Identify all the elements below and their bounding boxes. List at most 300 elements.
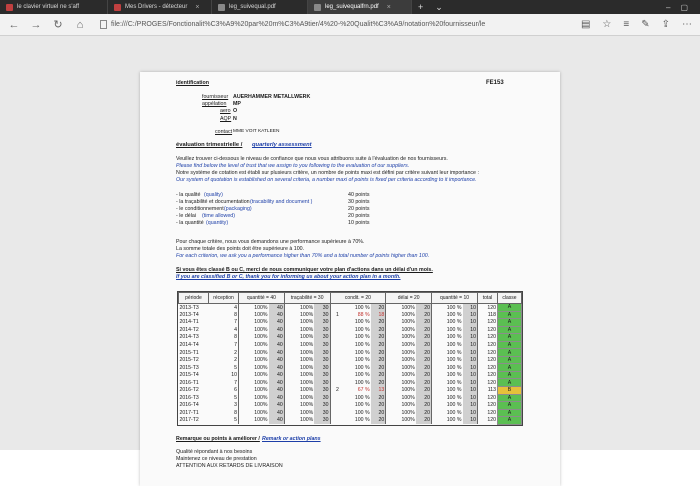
table-cell-q: 100% — [239, 334, 269, 342]
table-cell-qp: 40 — [269, 326, 285, 334]
table-cell-tot: 120 — [478, 417, 498, 425]
table-row — [179, 409, 522, 417]
table-cell-qq: 100 % — [432, 387, 463, 395]
field-label: aero — [220, 108, 231, 114]
eval-title-en: quarterly assessment — [252, 142, 312, 148]
table-cell-t: 100% — [284, 417, 314, 425]
browser-tab[interactable] — [108, 0, 212, 14]
table-cell-p: 2015-T1 — [179, 349, 199, 356]
table-cell-p: 2013-T3 — [179, 304, 199, 311]
forward-icon[interactable]: → — [30, 18, 42, 31]
table-cell-c: 100 % — [354, 319, 370, 326]
table-cell-c: 100 % — [354, 379, 370, 386]
table-cell-tp: 30 — [314, 364, 330, 372]
table-cell-qq: 100 % — [432, 417, 463, 425]
table-cell-cls: A — [498, 417, 522, 425]
table-cell-cp: 13 — [371, 387, 386, 395]
table-cell-cp: 20 — [371, 371, 386, 379]
eval-title-fr: évaluation trimestrielle / — [176, 142, 243, 148]
table-cell-qp: 40 — [269, 356, 285, 364]
table-cell-dp: 20 — [416, 326, 432, 334]
criterion-en: (packaging) — [224, 206, 252, 212]
table-cell-qq: 100 % — [432, 394, 463, 402]
browser-tab[interactable] — [0, 0, 108, 14]
web-note-icon[interactable]: ✎ — [641, 19, 650, 30]
favorite-star-icon[interactable]: ☆ — [602, 19, 612, 30]
field-value: MME VOIT KATLEEN — [233, 129, 280, 134]
table-cell-t: 100% — [284, 402, 314, 410]
table-cell-c: 100 % — [354, 349, 370, 356]
maximize-icon[interactable]: ▢ — [680, 2, 688, 12]
table-cell-r: 4 — [234, 326, 237, 333]
table-cell-cn — [330, 379, 340, 387]
table-cell-qq: 100 % — [432, 349, 463, 357]
table-cell-tp: 30 — [314, 311, 330, 319]
table-cell-cp: 20 — [371, 364, 386, 372]
table-cell-dp: 20 — [416, 394, 432, 402]
table-cell-tp: 30 — [314, 304, 330, 312]
close-tab-icon[interactable]: × — [386, 3, 391, 11]
table-cell-c: 88 % — [357, 311, 370, 318]
table-cell-c: 100 % — [354, 304, 370, 311]
table-cell-cn — [330, 334, 340, 342]
column-header: période — [179, 293, 209, 304]
table-cell-p: 2016-T4 — [179, 402, 199, 409]
table-cell-cls: A — [498, 334, 522, 342]
home-icon[interactable]: ⌂ — [76, 18, 84, 31]
criterion-en: (quantity) — [206, 220, 229, 226]
table-cell-tp: 30 — [314, 409, 330, 417]
table-cell-qqp: 10 — [463, 304, 478, 312]
table-cell-d: 100% — [386, 334, 416, 342]
share-icon[interactable]: ⇪ — [661, 19, 670, 30]
table-cell-qqp: 10 — [463, 417, 478, 425]
table-cell-dp: 20 — [416, 356, 432, 364]
table-cell-qp: 40 — [269, 341, 285, 349]
table-cell-p: 2014-T1 — [179, 319, 199, 326]
table-cell-qqp: 10 — [463, 394, 478, 402]
field-label: fournisseur — [202, 94, 229, 100]
table-cell-r: 2 — [234, 357, 237, 364]
table-cell-qp: 40 — [269, 371, 285, 379]
table-cell-cn — [330, 341, 340, 349]
table-cell-r: 7 — [234, 342, 237, 348]
tab-favicon-icon — [114, 4, 121, 11]
table-cell-d: 100% — [386, 356, 416, 364]
table-cell-r: 5 — [234, 417, 237, 424]
pdf-viewer[interactable] — [0, 36, 700, 469]
table-cell-qp: 40 — [269, 349, 285, 357]
tab-title: le clavier virtuel ne s'aff — [17, 4, 80, 10]
table-cell-cls: A — [498, 402, 522, 410]
table-cell-q: 100% — [239, 311, 269, 319]
table-row — [179, 311, 522, 319]
table-cell-cn — [330, 356, 340, 364]
table-cell-r: 3 — [234, 402, 237, 409]
remark-line: ATTENTION AUX RETARDS DE LIVRAISON — [176, 463, 283, 469]
table-cell-tot: 120 — [478, 326, 498, 334]
table-cell-q: 100% — [239, 356, 269, 364]
table-cell-t: 100% — [284, 326, 314, 334]
window-controls — [666, 3, 700, 12]
table-cell-r: 8 — [234, 409, 237, 416]
table-cell-qq: 100 % — [432, 311, 463, 319]
table-cell-tot: 120 — [478, 409, 498, 417]
browser-tab-active[interactable] — [308, 0, 412, 14]
table-row — [179, 371, 522, 379]
tab-title: leg_suivequal.pdf — [229, 4, 276, 10]
criterion-points: 20 points — [348, 213, 370, 219]
criterion-en: (tracability and document ) — [250, 199, 313, 205]
table-cell-c: 100 % — [354, 342, 370, 348]
remark-line: Maintenez ce niveau de prestation — [176, 456, 257, 462]
table-cell-qqp: 10 — [463, 364, 478, 372]
table-cell-q: 100% — [239, 371, 269, 379]
browser-tab[interactable] — [212, 0, 308, 14]
table-row — [179, 349, 522, 357]
table-row — [179, 417, 522, 425]
table-cell-qq: 100 % — [432, 402, 463, 410]
table-cell-cp: 20 — [371, 341, 386, 349]
table-cell-cp: 20 — [371, 334, 386, 342]
table-cell-qp: 40 — [269, 304, 285, 312]
table-cell-cp: 20 — [371, 394, 386, 402]
remark-line: Qualité répondant à nos besoins — [176, 449, 253, 455]
back-icon[interactable]: ← — [8, 18, 20, 31]
table-cell-r: 8 — [234, 334, 237, 341]
table-cell-t: 100% — [284, 334, 314, 342]
table-cell-r: 7 — [234, 319, 237, 326]
table-cell-d: 100% — [386, 417, 416, 425]
perf-line: La somme totale des points doit être supérieure à 100. — [176, 246, 305, 252]
table-cell-p: 2016-T1 — [179, 379, 199, 386]
table-cell-cls: A — [498, 341, 522, 349]
field-label: AQP — [220, 116, 232, 122]
table-cell-p: 2014-T3 — [179, 334, 199, 341]
field-value: MP — [233, 101, 241, 107]
table-cell-r: 6 — [234, 387, 237, 394]
evaluation-table — [177, 291, 523, 426]
column-header: délai = 20 — [386, 293, 432, 304]
table-cell-c: 100 % — [354, 372, 370, 379]
table-cell-p: 2017-T1 — [179, 409, 199, 416]
table-cell-qqp: 10 — [463, 371, 478, 379]
minimize-icon[interactable]: – — [665, 2, 671, 12]
criterion-points: 30 points — [348, 199, 370, 205]
table-cell-cn — [330, 402, 340, 410]
table-cell-d: 100% — [386, 349, 416, 357]
table-cell-dp: 20 — [416, 311, 432, 319]
criterion-fr: - le conditionnement — [176, 206, 224, 212]
column-header: quantité = 10 — [432, 293, 478, 304]
table-cell-tp: 30 — [314, 326, 330, 334]
identification-heading: identification — [176, 80, 209, 86]
table-row — [179, 341, 522, 349]
table-cell-cls: A — [498, 356, 522, 364]
table-row — [179, 326, 522, 334]
table-cell-dp: 20 — [416, 417, 432, 425]
table-cell-dp: 20 — [416, 319, 432, 327]
table-cell-qq: 100 % — [432, 371, 463, 379]
table-cell-t: 100% — [284, 304, 314, 312]
table-cell-q: 100% — [239, 326, 269, 334]
table-cell-qp: 40 — [269, 387, 285, 395]
remarks-title-en: Remark or action plans — [262, 436, 321, 442]
table-cell-cls: A — [498, 319, 522, 327]
table-cell-d: 100% — [386, 319, 416, 327]
table-cell-p: 2013-T4 — [179, 311, 199, 318]
table-cell-qqp: 10 — [463, 379, 478, 387]
close-tab-icon[interactable]: × — [195, 3, 200, 11]
table-cell-qp: 40 — [269, 417, 285, 425]
table-cell-qp: 40 — [269, 379, 285, 387]
table-cell-dp: 20 — [416, 379, 432, 387]
remarks-title-fr: Remarque ou points à améliorer / — [176, 436, 260, 442]
table-cell-tot: 113 — [478, 387, 498, 395]
table-cell-qqp: 10 — [463, 334, 478, 342]
table-cell-tot: 120 — [478, 402, 498, 410]
toolbar-actions — [581, 19, 692, 30]
table-cell-qqp: 10 — [463, 326, 478, 334]
table-cell-tp: 30 — [314, 417, 330, 425]
tab-title: leg_suivequalfrn.pdf — [325, 4, 379, 10]
table-header-row — [179, 293, 522, 304]
table-cell-tot: 120 — [478, 394, 498, 402]
table-cell-p: 2015-T2 — [179, 357, 199, 364]
class-bc-notice-en: If you are classified B or C, thank you for informing us about your action plan in a month. — [176, 274, 401, 280]
tab-title: Mes Drivers - détecteur — [125, 4, 188, 10]
table-cell-c: 67 % — [357, 387, 370, 394]
table-cell-q: 100% — [239, 349, 269, 357]
table-cell-tot: 120 — [478, 304, 498, 312]
table-cell-qp: 40 — [269, 409, 285, 417]
table-cell-cls: A — [498, 409, 522, 417]
table-cell-cn — [330, 319, 340, 327]
table-row — [179, 304, 522, 312]
table-cell-cn: 2 — [330, 387, 340, 395]
table-cell-tot: 120 — [478, 371, 498, 379]
column-header: quantité = 40 — [239, 293, 285, 304]
table-cell-p: 2014-T4 — [179, 342, 199, 348]
table-cell-q: 100% — [239, 319, 269, 327]
table-cell-cn — [330, 304, 340, 312]
table-cell-cls: A — [498, 364, 522, 372]
table-cell-t: 100% — [284, 394, 314, 402]
table-cell-tot: 120 — [478, 319, 498, 327]
table-cell-dp: 20 — [416, 341, 432, 349]
table-cell-d: 100% — [386, 402, 416, 410]
table-cell-cn — [330, 417, 340, 425]
table-cell-d: 100% — [386, 379, 416, 387]
table-cell-qp: 40 — [269, 311, 285, 319]
table-cell-p: 2015-T3 — [179, 364, 199, 371]
column-header: total — [478, 293, 498, 304]
table-cell-cls: A — [498, 311, 522, 319]
table-cell-cp: 20 — [371, 356, 386, 364]
table-cell-qp: 40 — [269, 319, 285, 327]
table-cell-cn: 1 — [330, 311, 340, 319]
criterion-points: 40 points — [348, 192, 370, 198]
table-cell-c: 100 % — [354, 326, 370, 333]
table-cell-tp: 30 — [314, 341, 330, 349]
table-cell-q: 100% — [239, 379, 269, 387]
criterion-fr: - la qualité — [176, 192, 201, 198]
criterion-points: 10 points — [348, 220, 370, 226]
hub-icon[interactable]: ≡ — [623, 19, 630, 30]
table-cell-r: 5 — [234, 364, 237, 371]
table-cell-qp: 40 — [269, 364, 285, 372]
intro-line: Our system of quotation is established on several criteria, a number maxi of points is fixed per criteria according to it importance. — [176, 177, 477, 183]
table-cell-d: 100% — [386, 364, 416, 372]
table-cell-qq: 100 % — [432, 409, 463, 417]
table-cell-tot: 120 — [478, 334, 498, 342]
table-cell-d: 100% — [386, 326, 416, 334]
table-cell-qqp: 10 — [463, 402, 478, 410]
table-row — [179, 319, 522, 327]
table-cell-q: 100% — [239, 364, 269, 372]
perf-line: Pour chaque critère, nous vous demandons une performance supérieure à 70%. — [176, 239, 365, 245]
table-cell-cp: 20 — [371, 417, 386, 425]
table-cell-qqp: 10 — [463, 349, 478, 357]
field-label: appélation — [202, 101, 227, 107]
table-cell-t: 100% — [284, 387, 314, 395]
table-cell-c: 100 % — [354, 394, 370, 401]
field-value: AUERHAMMER METALLWERK — [233, 94, 311, 100]
table-cell-d: 100% — [386, 341, 416, 349]
table-cell-cp: 20 — [371, 319, 386, 327]
table-cell-r: 7 — [234, 379, 237, 386]
supplier-code: FE153 — [486, 80, 504, 86]
more-icon[interactable]: ⋯ — [682, 19, 692, 30]
table-cell-dp: 20 — [416, 304, 432, 312]
criterion-fr: - la traçabilité et documentation — [176, 199, 250, 205]
reading-view-icon[interactable]: ▤ — [580, 19, 591, 30]
table-cell-cp: 18 — [371, 311, 386, 319]
column-header: classe — [498, 293, 522, 304]
table-cell-qp: 40 — [269, 402, 285, 410]
refresh-icon[interactable]: ↻ — [53, 19, 63, 31]
table-cell-qqp: 10 — [463, 409, 478, 417]
table-cell-q: 100% — [239, 409, 269, 417]
table-row — [179, 379, 522, 387]
tab-menu-chevron-icon[interactable]: ⌄ — [435, 1, 443, 12]
table-cell-p: 2014-T2 — [179, 326, 199, 333]
table-cell-r: 4 — [234, 304, 237, 311]
table-cell-cls: B — [498, 387, 522, 395]
tab-favicon-icon — [6, 4, 13, 11]
table-cell-tp: 30 — [314, 356, 330, 364]
column-header: traçabilité = 30 — [284, 293, 330, 304]
table-cell-p: 2017-T2 — [179, 417, 199, 424]
field-value: O — [233, 108, 238, 114]
table-row — [179, 364, 522, 372]
table-cell-q: 100% — [239, 402, 269, 410]
table-cell-c: 100 % — [354, 364, 370, 371]
table-cell-cn — [330, 371, 340, 379]
table-cell-cp: 20 — [371, 349, 386, 357]
table-cell-cls: A — [498, 326, 522, 334]
table-cell-d: 100% — [386, 311, 416, 319]
table-cell-t: 100% — [284, 319, 314, 327]
table-cell-c: 100 % — [354, 409, 370, 416]
table-cell-dp: 20 — [416, 387, 432, 395]
table-cell-dp: 20 — [416, 349, 432, 357]
table-cell-q: 100% — [239, 304, 269, 312]
table-cell-d: 100% — [386, 409, 416, 417]
criterion-en: (time allowed) — [202, 213, 235, 219]
table-cell-dp: 20 — [416, 364, 432, 372]
table-row — [179, 334, 522, 342]
class-bc-notice-fr: Si vous êtes classé B ou C, merci de nous communiquer votre plan d'actions dans un délai d'un mois. — [176, 267, 433, 273]
tab-bar — [0, 0, 700, 14]
table-cell-cls: A — [498, 349, 522, 357]
table-cell-t: 100% — [284, 379, 314, 387]
table-cell-t: 100% — [284, 364, 314, 372]
table-cell-tot: 120 — [478, 341, 498, 349]
criterion-fr: - la quantité — [176, 220, 204, 226]
new-tab-icon[interactable]: + — [418, 2, 424, 12]
criterion-points: 20 points — [348, 206, 370, 212]
table-row — [179, 356, 522, 364]
table-cell-qqp: 10 — [463, 387, 478, 395]
table-cell-tot: 120 — [478, 356, 498, 364]
table-cell-c: 100 % — [354, 334, 370, 341]
intro-line: Please find below the level of trust that we assign to you following to the evaluation of our suppliers. — [176, 163, 410, 169]
table-cell-tp: 30 — [314, 379, 330, 387]
table-cell-qq: 100 % — [432, 326, 463, 334]
table-cell-tp: 30 — [314, 387, 330, 395]
table-cell-p: 2015-T4 — [179, 372, 199, 379]
table-cell-d: 100% — [386, 387, 416, 395]
table-cell-dp: 20 — [416, 402, 432, 410]
url-field[interactable] — [96, 17, 571, 33]
table-cell-qqp: 10 — [463, 356, 478, 364]
table-cell-cls: A — [498, 304, 522, 312]
table-row — [179, 394, 522, 402]
table-cell-r: 10 — [231, 372, 237, 379]
table-cell-dp: 20 — [416, 409, 432, 417]
table-cell-r: 5 — [234, 394, 237, 401]
table-cell-cn — [330, 364, 340, 372]
table-cell-cp: 20 — [371, 402, 386, 410]
table-cell-cn — [330, 349, 340, 357]
table-cell-q: 100% — [239, 417, 269, 425]
table-cell-tot: 118 — [478, 311, 498, 319]
pdf-page — [140, 72, 560, 486]
table-cell-tp: 30 — [314, 394, 330, 402]
table-cell-qp: 40 — [269, 394, 285, 402]
table-cell-q: 100% — [239, 341, 269, 349]
table-row — [179, 387, 522, 395]
table-cell-qq: 100 % — [432, 379, 463, 387]
table-cell-cn — [330, 394, 340, 402]
table-cell-p: 2016-T2 — [179, 387, 199, 394]
table-cell-dp: 20 — [416, 371, 432, 379]
table-cell-t: 100% — [284, 349, 314, 357]
table-cell-qq: 100 % — [432, 356, 463, 364]
table-cell-q: 100% — [239, 387, 269, 395]
column-header: réception — [209, 293, 239, 304]
criterion-fr: - le délai — [176, 213, 197, 219]
table-cell-tp: 30 — [314, 319, 330, 327]
table-cell-cn — [330, 326, 340, 334]
table-cell-qp: 40 — [269, 334, 285, 342]
table-cell-r: 8 — [234, 311, 237, 318]
tab-favicon-icon — [314, 4, 321, 11]
table-cell-t: 100% — [284, 341, 314, 349]
criterion-en: (quality) — [204, 192, 223, 198]
table-cell-qqp: 10 — [463, 319, 478, 327]
